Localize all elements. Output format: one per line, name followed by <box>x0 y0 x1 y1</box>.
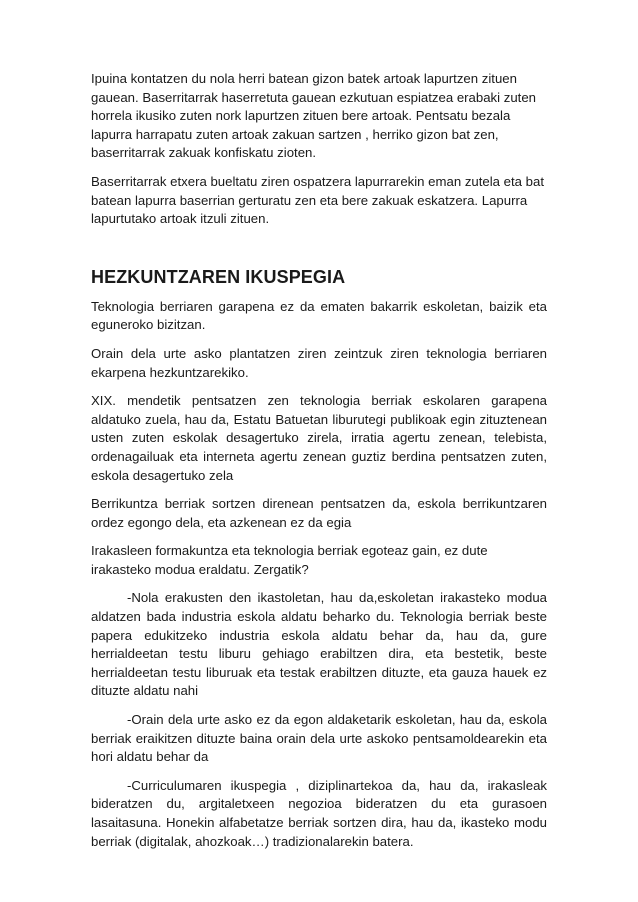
section-paragraph-2: Orain dela urte asko plantatzen ziren zeintzuk ziren teknologia berriaren ekarpena hezkuntzarekiko. <box>91 345 547 380</box>
section-heading: HEZKUNTZAREN IKUSPEGIA <box>91 266 346 287</box>
section-paragraph-5: Irakasleen formakuntza eta teknologia berriak egoteaz gain, ez dute irakasteko modua eraldatu. Zergatik? <box>91 543 488 577</box>
document-page <box>91 70 547 851</box>
section-paragraph-6: -Nola erakusten den ikastoletan, hau da,eskoletan irakasteko modua aldatzen bada industria eskola aldatu beharko du. Teknologia berriak beste papera edukitzeko industria eskola aldatu behar da, hau da, gure herrialdeetan testu liburu gehiago erabiltzen dira, eta bestetik, beste herrialdeetan testu liburuak eta testak erabiltzen dituzte, eta gauza hauek ez dituzte aldatu nahi <box>91 590 547 699</box>
section-paragraph-8: -Curriculumaren ikuspegia , diziplinartekoa da, hau da, irakasleak bideratzen du, argitaletxeen negozioa bideratzen du eta gurasoen lasaitasuna. Honekin alfabetatze berriak sortzen dira, hau da, ikasteko modu berriak (digitalak, ahozkoak…) tradizionalarekin batera. <box>91 777 547 849</box>
section-paragraph-4: Berrikuntza berriak sortzen direnean pentsatzen da, eskola berrikuntzaren ordez egongo dela, eta azkenean ez da egia <box>91 496 547 530</box>
intro-paragraph-2: Baserritarrak etxera bueltatu ziren ospatzera lapurrarekin eman zutela eta bat batean lapurra baserrian gerturatu zen eta bere zakuak eskatzera. Lapurra lapurtutako artoak itzuli zituen. <box>91 173 545 227</box>
section-paragraph-3: XIX. mendetik pentsatzen zen teknologia berriak eskolaren garapena aldatuko zuela, hau da, Estatu Batuetan liburutegi publikoak egin zituztenean usten zuten eskolak desagertuko zirela, irratia agertu zenean, telebista, ordenagailuak eta interneta agertu zenean guztiz berdina pentsatzen zuten, eskola desagertuko zela <box>91 393 547 483</box>
intro-paragraph-1: Ipuina kontatzen du nola herri batean gizon batek artoak lapurtzen zituen gauean. Baserritarrak haserretuta gauean ezkutuan espiatzea erabaki zuten horrela ikusiko zuten nork lapurtzen zituen bere artoak. Pentsatu bezala lapurra harrapatu zuten artoak zakuan sartzen , herriko gizon bat zen, baserritarrak zakuak konfiskatu zioten. <box>91 71 537 161</box>
section-paragraph-1: Teknologia berriaren garapena ez da ematen bakarrik eskoletan, baizik eta eguneroko bizitzan. <box>91 298 547 333</box>
section-paragraph-7: -Orain dela urte asko ez da egon aldaketarik eskoletan, hau da, eskola berriak eraikitzen dituzte baina orain dela urte askoko pentsamoldearekin eta hori aldatu behar da <box>91 712 547 765</box>
